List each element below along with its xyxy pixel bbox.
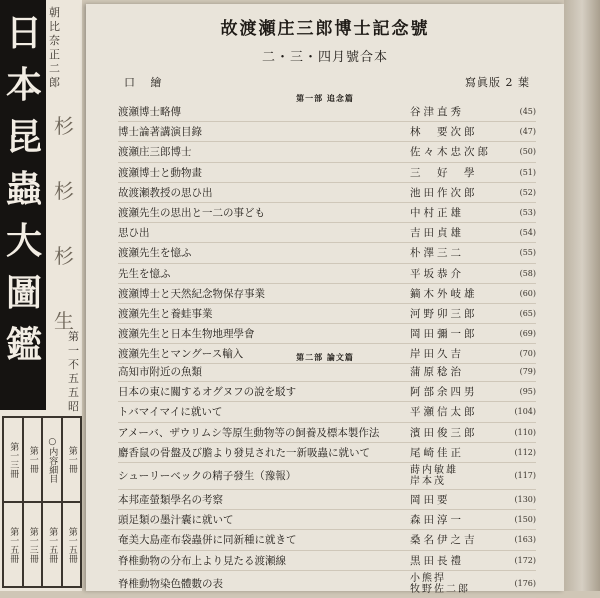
page-subtitle: 二・三・四月號合本 <box>261 50 388 65</box>
entry-author: 桑名伊之吉 <box>410 534 478 547</box>
toc-entry <box>118 362 536 382</box>
contents-box <box>2 416 82 588</box>
entry-page: (104) <box>514 407 536 417</box>
entry-author: 中村正雄 <box>410 207 464 220</box>
toc-entry <box>118 463 536 490</box>
box-cell: 第一三冊 <box>23 502 43 587</box>
toc-entry <box>118 551 536 571</box>
toc-entry <box>118 243 536 263</box>
entry-title: 故渡瀬教授の思ひ出 <box>118 186 213 199</box>
toc-entry <box>118 443 536 463</box>
contents-page <box>86 4 564 595</box>
toc-entry <box>118 183 536 203</box>
toc-entry <box>118 304 536 324</box>
photo-plate-label: 寫眞版 2 葉 <box>465 76 530 89</box>
entry-title: 麝香鼠の骨盤及び膽より發見された一新吸蟲に就いて <box>118 446 370 459</box>
entry-author: 尾崎佳正 <box>410 446 464 459</box>
side-column-3 <box>68 330 79 413</box>
side-char: 正 <box>49 48 60 61</box>
toc-part-2 <box>118 362 536 598</box>
entry-title: 渡瀬先生と日本生物地理學會 <box>118 328 255 341</box>
entry-title: 本邦產螢類學名の考察 <box>118 494 223 507</box>
entry-page: (51) <box>519 167 536 177</box>
side-char: 杉 <box>54 179 74 203</box>
entry-title: 博士論著講演目錄 <box>118 126 202 139</box>
box-cell: 第一五冊 <box>3 502 23 587</box>
entry-author: 谷津直秀 <box>410 106 464 119</box>
entry-title: 渡瀬博士略傳 <box>118 106 181 119</box>
entry-page: (163) <box>514 535 536 545</box>
entry-author: 森田淳一 <box>410 514 464 527</box>
side-column-1 <box>49 6 60 89</box>
entry-page: (79) <box>519 367 536 377</box>
section-heading-1: 第一部 追念篇 <box>296 93 354 103</box>
entry-page: (150) <box>514 515 536 525</box>
toc-entry <box>118 203 536 223</box>
entry-title: 思ひ出 <box>118 227 150 240</box>
entry-page: (112) <box>514 447 536 457</box>
entry-page: (172) <box>514 555 536 565</box>
side-char: 郎 <box>49 76 60 89</box>
spine-char: 本 <box>5 65 42 106</box>
entry-authors <box>410 465 502 487</box>
section-heading-2: 第二部 論文篇 <box>296 352 354 362</box>
box-cell: 第一五冊 <box>62 502 82 587</box>
entry-page: (60) <box>519 288 536 298</box>
entry-author: 平瀬信太郎 <box>410 406 478 419</box>
entry-page: (53) <box>519 208 536 218</box>
side-char: 不 <box>68 358 79 371</box>
entry-author: 吉田貞雄 <box>410 227 464 240</box>
toc-entry <box>118 142 536 162</box>
box-cell: 第一五冊 <box>42 502 62 587</box>
spine-char: 昆 <box>5 117 42 158</box>
spine-title <box>4 12 44 368</box>
side-char: 比 <box>49 20 60 33</box>
entry-author: 岡田要 <box>410 494 451 507</box>
entry-author: 蒔内敏雄 <box>410 464 458 476</box>
entry-page: (117) <box>514 471 536 481</box>
page-edge-shadow <box>564 0 600 591</box>
toc-entry <box>118 490 536 510</box>
spine-char: 圖 <box>5 273 42 314</box>
entry-author: 佐々木忠次郎 <box>410 146 491 159</box>
entry-author: 阿部余四男 <box>410 386 478 399</box>
side-char: 朝 <box>49 6 60 19</box>
side-char: 昭 <box>68 400 79 413</box>
toc-entry <box>118 163 536 183</box>
entry-page: (54) <box>519 228 536 238</box>
toc-entry <box>118 122 536 142</box>
box-cell: 第一冊 <box>23 417 43 502</box>
entry-author: 牧野佐二郎 <box>410 583 470 595</box>
entry-title: 渡瀬博士と動物畫 <box>118 166 202 179</box>
entry-title: 奄美大島產布袋蟲併に同新種に就きて <box>118 534 297 547</box>
entry-page: (47) <box>519 127 536 137</box>
entry-page: (130) <box>514 495 536 505</box>
side-char: 五 <box>68 386 79 399</box>
entry-author: 池田作次郎 <box>410 186 478 199</box>
toc-entry <box>118 423 536 443</box>
spine-black-band <box>0 0 46 410</box>
toc-entry <box>118 571 536 598</box>
box-cell: 第一三冊 <box>3 417 23 502</box>
entry-title: 渡瀬先生とマングース輸入 <box>118 348 244 361</box>
spine-char: 鑑 <box>5 325 42 366</box>
entry-author: 小熊捍 <box>410 572 446 584</box>
box-cell: ○内容細目 <box>42 417 62 502</box>
entry-author: 岡田彌一郎 <box>410 328 478 341</box>
box-cell: 第一冊 <box>62 417 82 502</box>
entry-title: 渡瀬先生と養蛙事業 <box>118 307 213 320</box>
side-char: 第 <box>68 330 79 343</box>
entry-title: 日本の東に關するオグヌフの說を駁す <box>118 386 297 399</box>
entry-page: (95) <box>519 387 536 397</box>
toc-entry <box>118 530 536 550</box>
entry-page: (176) <box>514 579 536 589</box>
spine-char: 大 <box>5 221 42 262</box>
entry-page: (110) <box>514 427 536 437</box>
toc-entry <box>118 102 536 122</box>
entry-page: (52) <box>519 187 536 197</box>
adjacent-magazine-strip <box>0 0 82 591</box>
side-char: 杉 <box>54 114 74 138</box>
entry-author: 林 要次郎 <box>410 126 478 139</box>
side-char: 一 <box>68 344 79 357</box>
toc-entry <box>118 382 536 402</box>
entry-author: 岸田久吉 <box>410 348 464 361</box>
entry-author: 朴澤三二 <box>410 247 464 260</box>
entry-author: 平坂恭介 <box>410 267 464 280</box>
toc-part-1 <box>118 102 536 364</box>
entry-page: (65) <box>519 308 536 318</box>
entry-title: 脊椎動物染色體數の表 <box>118 578 223 591</box>
toc-entry <box>118 264 536 284</box>
toc-entry <box>118 223 536 243</box>
toc-entry <box>118 510 536 530</box>
entry-authors <box>410 573 502 595</box>
entry-page: (70) <box>519 349 536 359</box>
entry-title: 高知市附近の魚類 <box>118 366 202 379</box>
entry-title: シューリーベックの精子發生（豫報） <box>118 470 297 483</box>
spine-char: 日 <box>5 13 42 54</box>
side-char: 奈 <box>49 34 60 47</box>
page-title: 故渡瀬庄三郎博士記念號 <box>220 19 430 39</box>
entry-author: 鏑木外岐雄 <box>410 287 478 300</box>
side-char: 生 <box>54 309 74 333</box>
entry-page: (50) <box>519 147 536 157</box>
side-char: 二 <box>49 62 60 75</box>
frontispiece-label: 口 繪 <box>124 76 168 89</box>
entry-page: (69) <box>519 329 536 339</box>
entry-title: 渡瀬先生の思出と一二の事ども <box>118 207 265 220</box>
entry-page: (55) <box>519 248 536 258</box>
toc-entry <box>118 402 536 422</box>
entry-author: 濱田俊三郎 <box>410 426 478 439</box>
toc-entry <box>118 284 536 304</box>
entry-author: 三 好 學 <box>410 166 478 179</box>
entry-title: トバマイマイに就いて <box>118 406 223 419</box>
entry-title: 頭足類の墨汁囊に就いて <box>118 514 234 527</box>
side-char: 杉 <box>54 244 74 268</box>
entry-author: 黒田長禮 <box>410 554 464 567</box>
entry-author: 河野卯三郎 <box>410 307 478 320</box>
entry-title: 渡瀬博士と天然紀念物保存事業 <box>118 287 265 300</box>
entry-page: (45) <box>519 107 536 117</box>
entry-page: (58) <box>519 268 536 278</box>
entry-title: 脊椎動物の分布上より見たる渡瀬線 <box>118 554 286 567</box>
entry-author: 蒲原稔治 <box>410 366 464 379</box>
side-large-faint-column <box>54 110 74 334</box>
spine-char: 蟲 <box>5 169 42 210</box>
entry-author: 岸本茂 <box>410 475 446 487</box>
side-char: 五 <box>68 372 79 385</box>
entry-title: 渡瀬庄三郎博士 <box>118 146 192 159</box>
entry-title: 先生を憶ふ <box>118 267 171 280</box>
toc-entry <box>118 324 536 344</box>
entry-title: 渡瀬先生を憶ふ <box>118 247 192 260</box>
entry-title: アメーバ、ザウリムシ等原生動物等の飼養及標本製作法 <box>118 426 380 439</box>
